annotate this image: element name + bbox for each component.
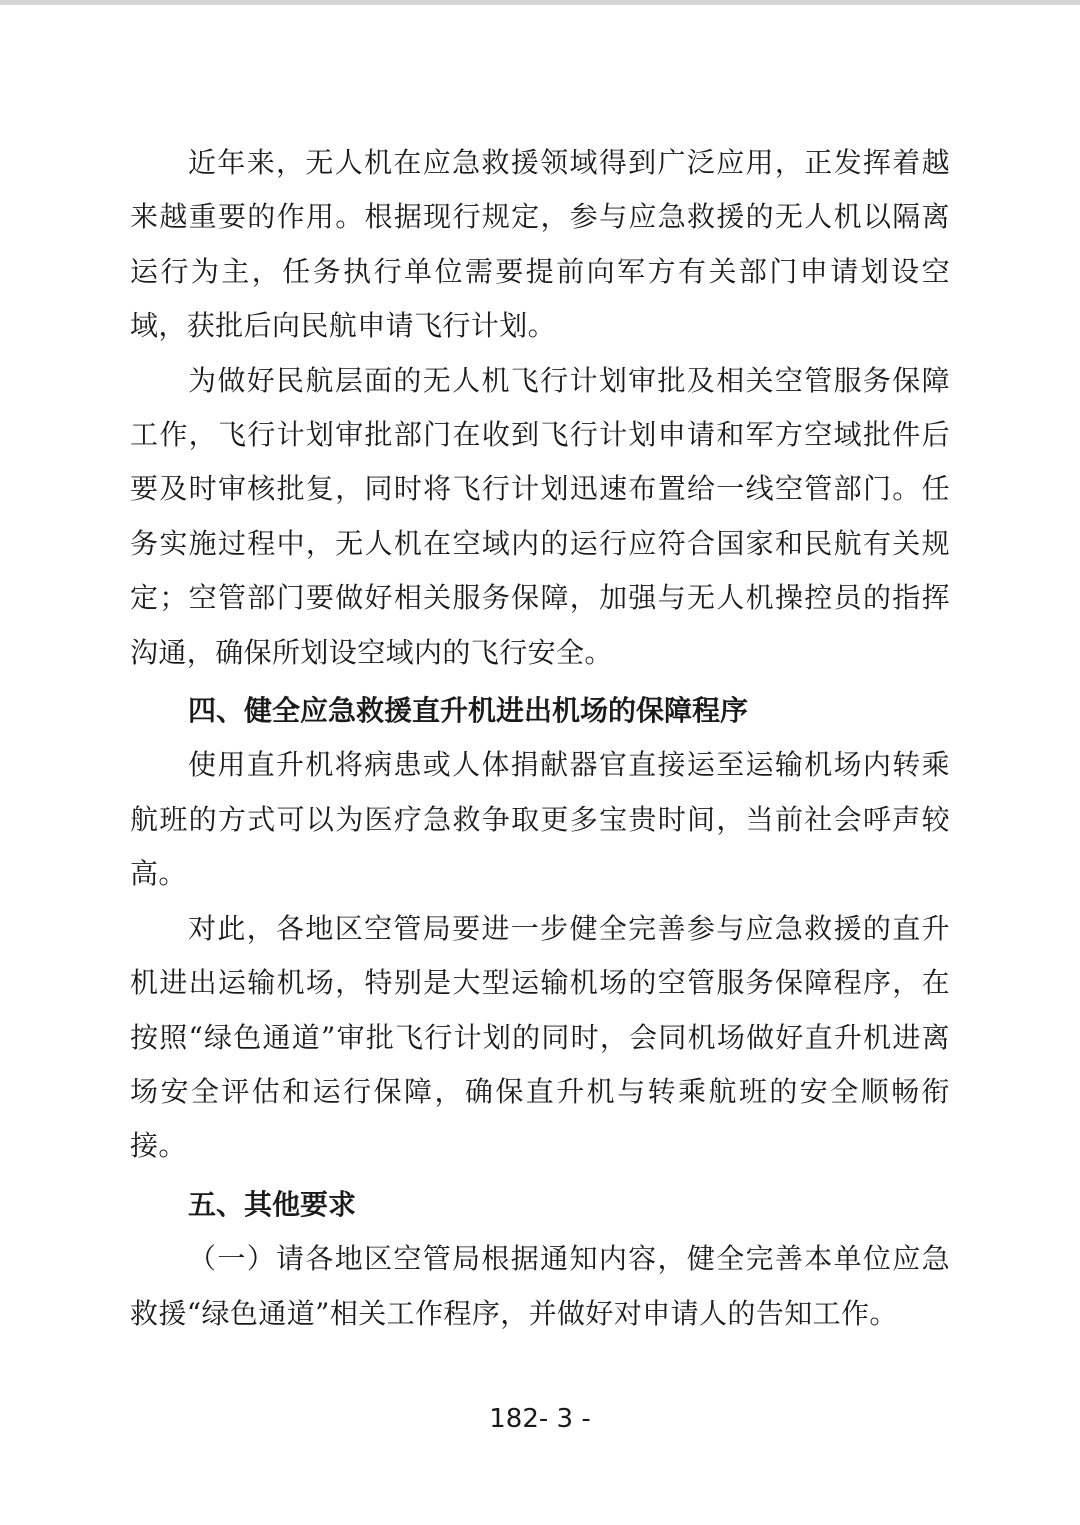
- document-body: [130, 136, 950, 1341]
- section-heading-other: 五、其他要求: [188, 1187, 357, 1221]
- paragraph-helicopter-transfer: 使用直升机将病患或人体捐献器官直接运至运输机场内转乘航班的方式可以为医疗急救争取更多宝贵时间，当前社会呼声较高。: [130, 748, 950, 891]
- page-top-edge: [0, 0, 1080, 5]
- paragraph-other-requirement-1: （一）请各地区空管局根据通知内容，健全完善本单位应急救援“绿色通道”相关工作程序，并做好对申请人的告知工作。: [130, 1242, 950, 1330]
- paragraph-uav-emergency: 近年来，无人机在应急救援领域得到广泛应用，正发挥着越来越重要的作用。根据现行规定，参与应急救援的无人机以隔离运行为主，任务执行单位需要提前向军方有关部门申请划设空域，获批后向民航申请飞行计划。: [130, 146, 950, 343]
- page-number: 182- 3 -: [489, 1404, 591, 1434]
- paragraph-helicopter-procedure: 对此，各地区空管局要进一步健全完善参与应急救援的直升机进出运输机场，特别是大型运输机场的空管服务保障程序，在按照“绿色通道”审批飞行计划的同时，会同机场做好直升机进离场安全评估和运行保障，确保直升机与转乘航班的安全顺畅衔接。: [130, 911, 950, 1163]
- section-heading-helicopter: 四、健全应急救援直升机进出机场的保障程序: [188, 694, 749, 728]
- paragraph-uav-approval: 为做好民航层面的无人机飞行计划审批及相关空管服务保障工作，飞行计划审批部门在收到飞行计划申请和军方空域批件后要及时审核批复，同时将飞行计划迅速布置给一线空管部门。任务实施过程中，无人机在空域内的运行应符合国家和民航有关规定；空管部门要做好相关服务保障，加强与无人机操控员的指挥沟通，确保所划设空域内的飞行安全。: [130, 363, 950, 669]
